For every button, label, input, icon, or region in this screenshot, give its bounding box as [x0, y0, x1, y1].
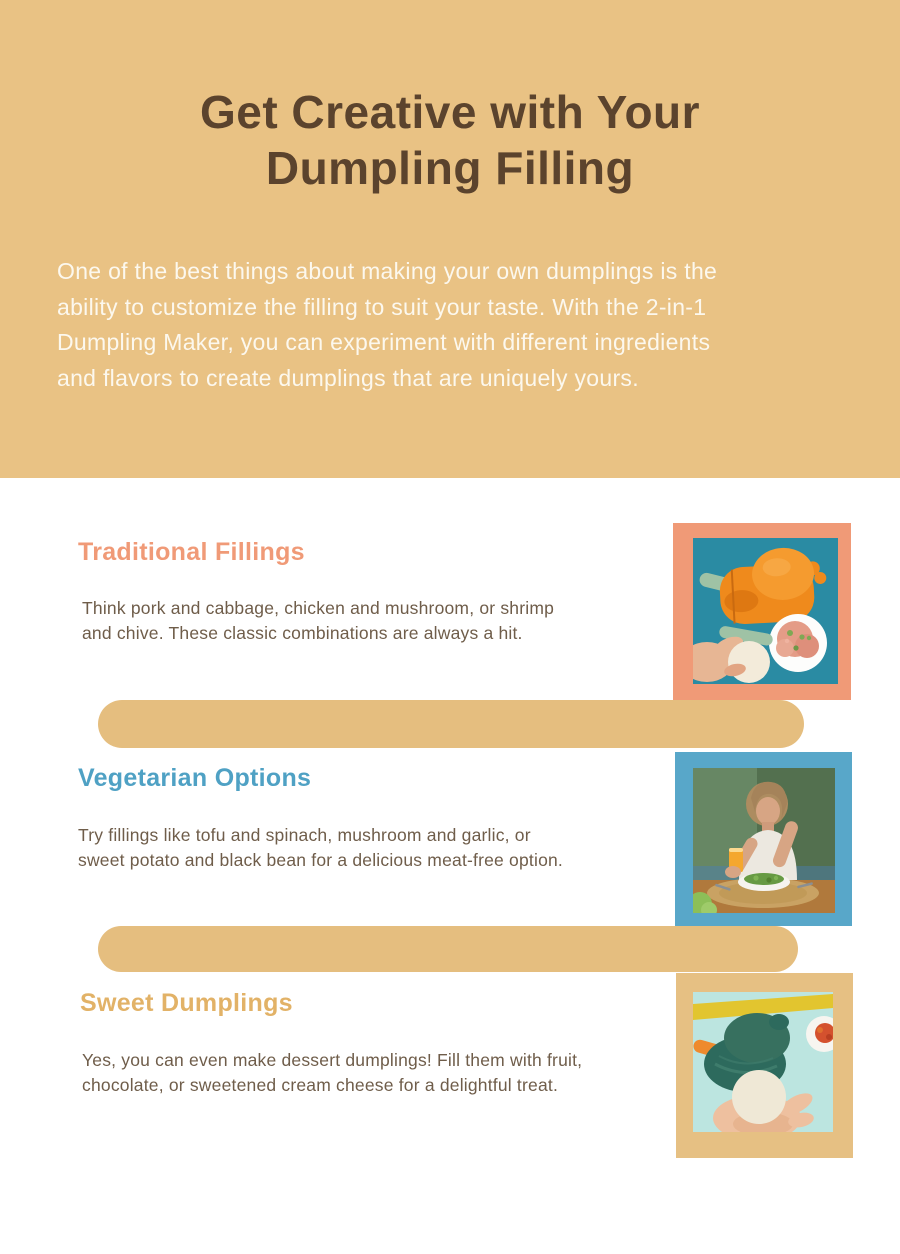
- section-heading-traditional-fillings: Traditional Fillings: [78, 538, 305, 566]
- intro-line: and flavors to create dumplings that are uniquely yours.: [57, 364, 639, 391]
- section-body-vegetarian-options: [78, 823, 563, 873]
- section-heading-vegetarian-options: Vegetarian Options: [78, 764, 312, 792]
- body-line: sweet potato and black bean for a delicious meat-free option.: [78, 850, 563, 870]
- body-line: and chive. These classic combinations are always a hit.: [82, 623, 523, 643]
- photo-frame-traditional: [673, 523, 851, 700]
- section-body-sweet-dumplings: [82, 1048, 582, 1098]
- intro-line: Dumpling Maker, you can experiment with different ingredients: [57, 329, 711, 355]
- page-title-line-2: Dumpling Filling: [265, 142, 635, 194]
- hero-banner: [0, 0, 900, 478]
- woman-eating-photo: [693, 768, 835, 913]
- photo-frame-sweet: [676, 973, 853, 1158]
- page-title-line-1: Get Creative with Your: [199, 86, 701, 138]
- divider-pill-1: [98, 700, 804, 748]
- intro-line: ability to customize the filling to suit your taste. With the 2-in-1: [57, 293, 707, 320]
- section-heading-sweet-dumplings: Sweet Dumplings: [80, 989, 293, 1017]
- dumpling-press-photo: [693, 992, 833, 1132]
- dumpling-maker-photo: [693, 538, 838, 684]
- photo-frame-vegetarian: [675, 752, 852, 926]
- section-body-traditional-fillings: [82, 596, 554, 646]
- intro-paragraph: [57, 254, 857, 396]
- divider-pill-2: [98, 926, 798, 972]
- body-line: Think pork and cabbage, chicken and mushroom, or shrimp: [82, 598, 555, 618]
- page-title: [0, 84, 900, 196]
- body-line: Yes, you can even make dessert dumplings! Fill them with fruit,: [82, 1050, 583, 1070]
- body-line: Try fillings like tofu and spinach, mushroom and garlic, or: [78, 825, 531, 845]
- intro-line: One of the best things about making your own dumplings is the: [57, 258, 718, 284]
- body-line: chocolate, or sweetened cream cheese for a delightful treat.: [82, 1075, 559, 1095]
